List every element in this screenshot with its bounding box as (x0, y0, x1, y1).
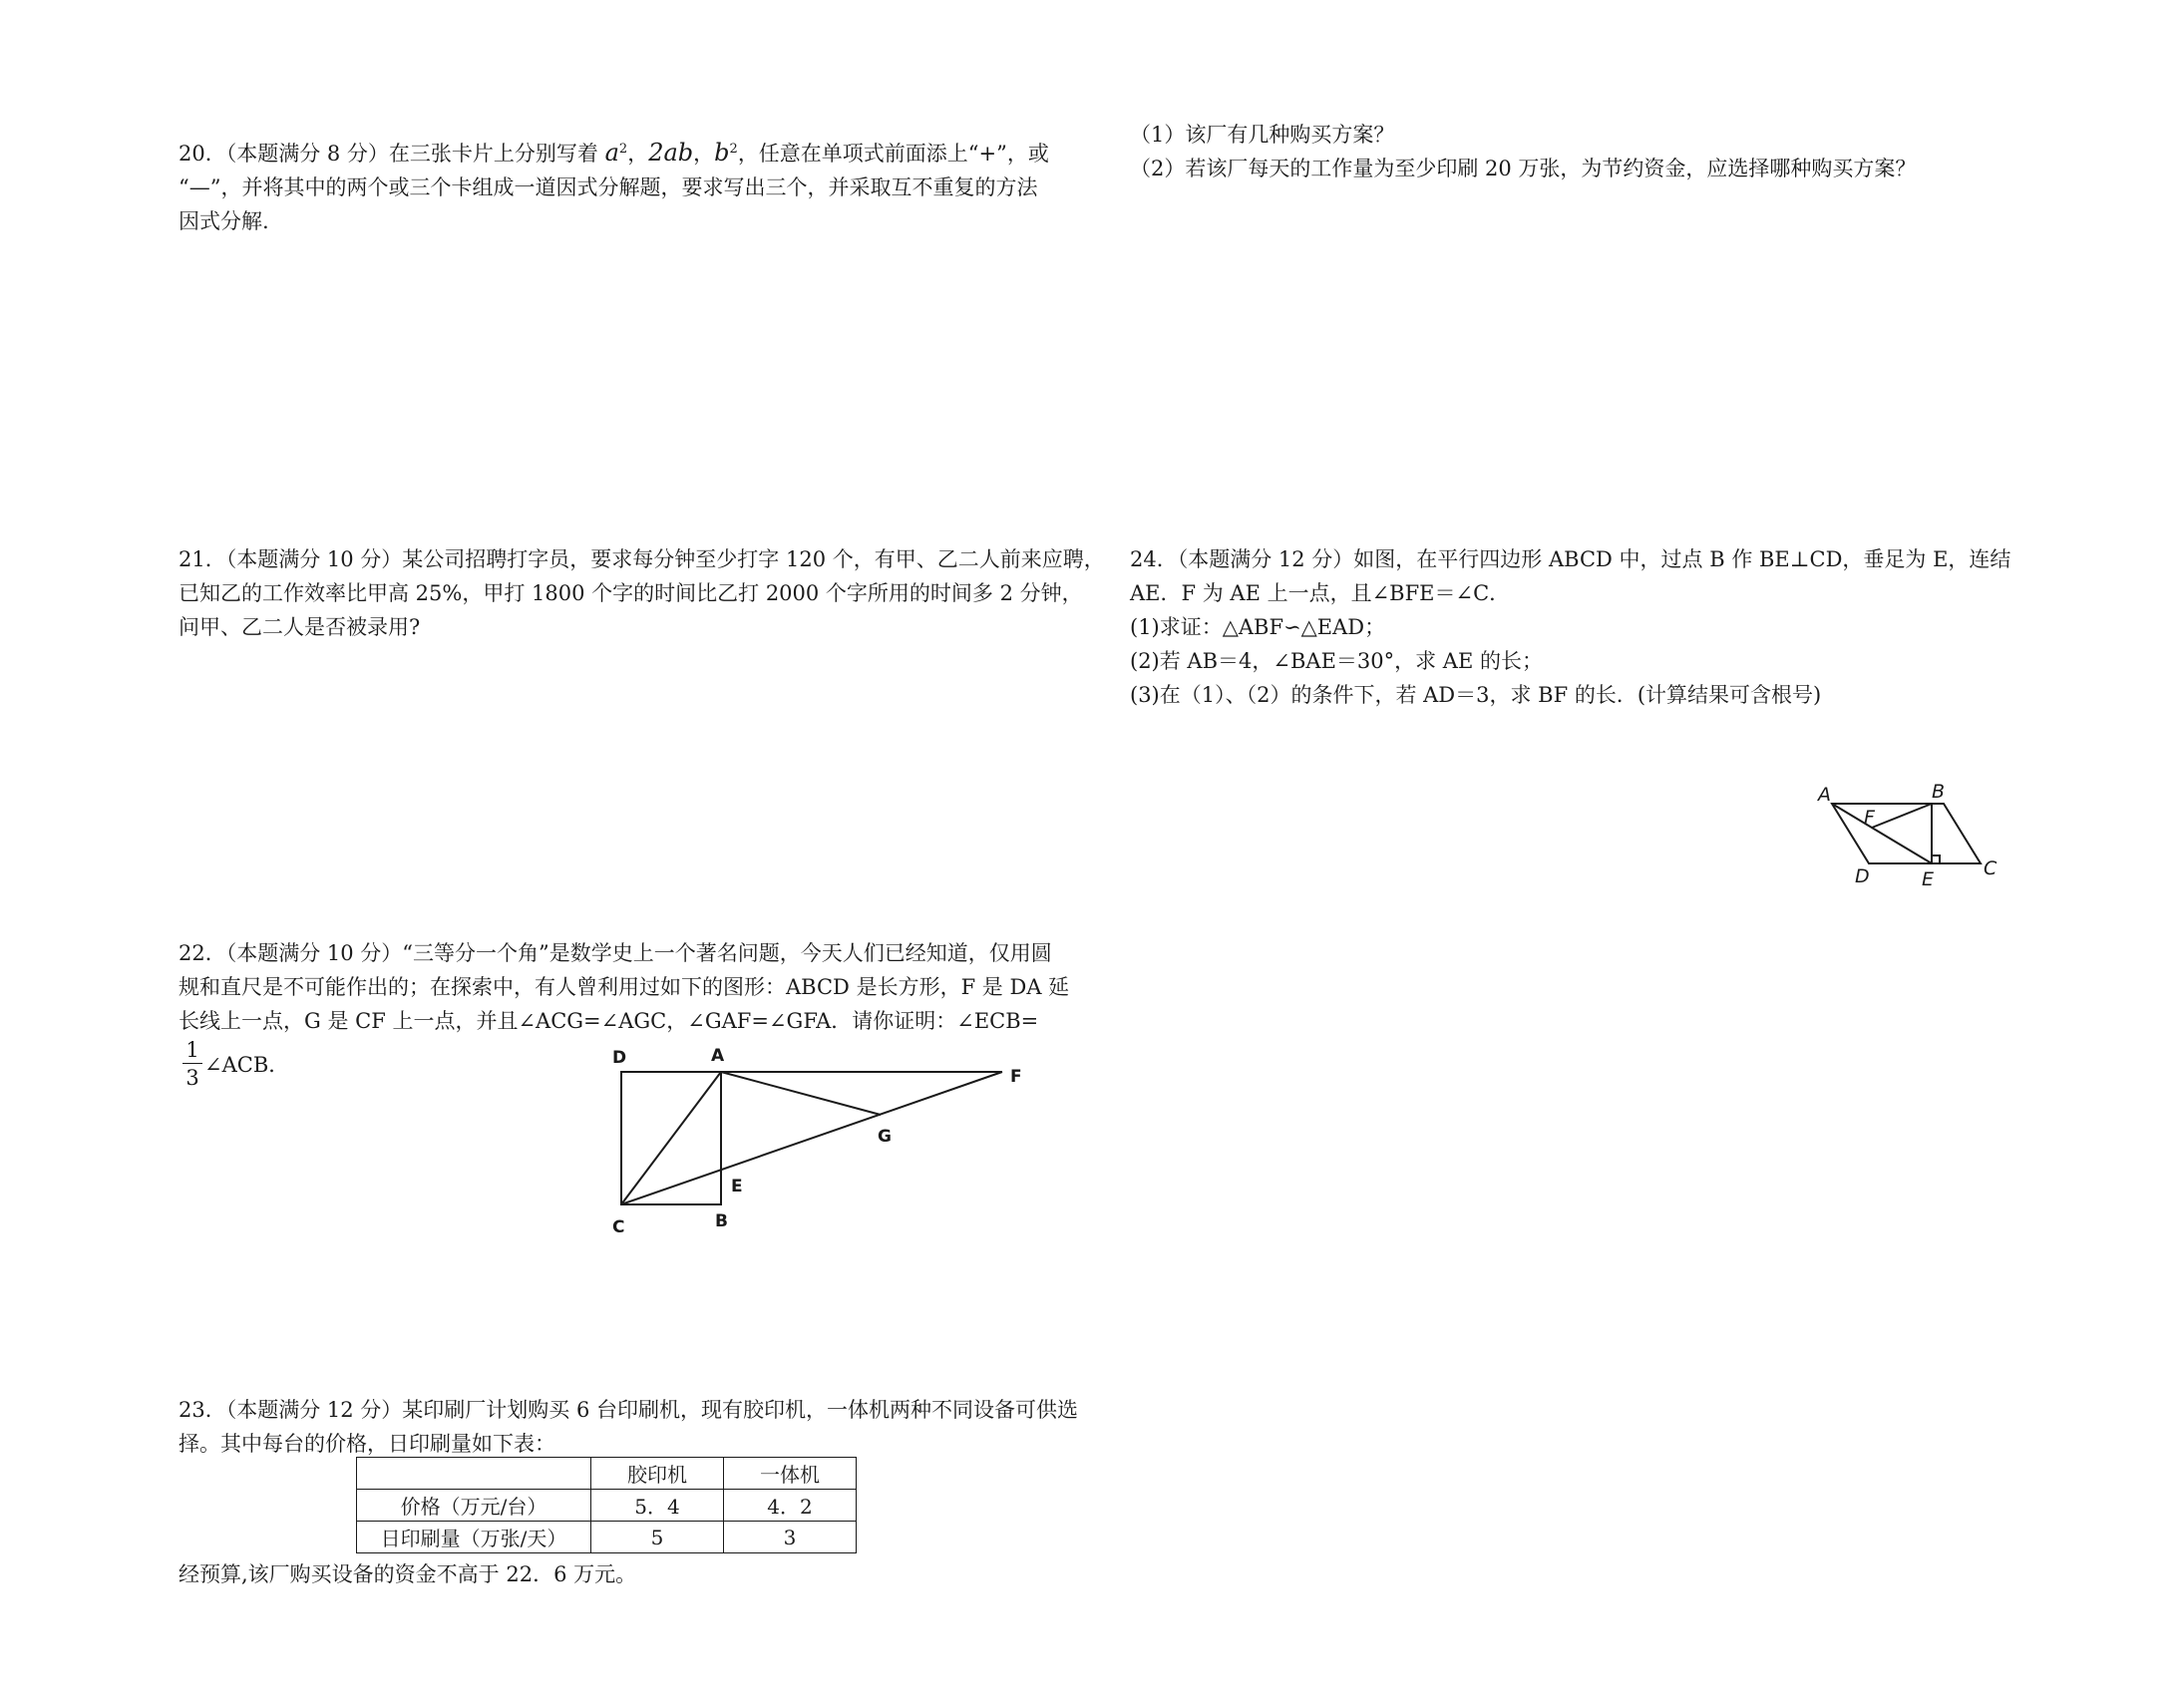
q24-sub2: (2)若 AB＝4，∠BAE＝30°，求 AE 的长； (1130, 649, 1543, 673)
q21-line3: 问甲、乙二人是否被录用? (179, 615, 421, 639)
label-b: B (1932, 781, 1946, 803)
label-c: C (612, 1217, 625, 1237)
q24-line2: AE．F 为 AE 上一点，且∠BFE＝∠C． (1130, 581, 1511, 605)
label-f: F (1864, 807, 1875, 829)
table-cell: 5 (591, 1522, 724, 1553)
label-d: D (1855, 865, 1870, 887)
segment-ac (621, 1072, 721, 1204)
segment-cf (621, 1072, 1002, 1204)
q22-line1: 22．（本题满分 10 分）“三等分一个角”是数学史上一个著名问题，今天人们已经知道，仅用圆 (179, 941, 1052, 965)
q20-line2: “—”，并将其中的两个或三个卡组成一道因式分解题，要求写出三个，并采取互不重复的方法 (179, 175, 1038, 199)
table-cell: 5．4 (591, 1490, 724, 1522)
price-table (356, 1457, 857, 1553)
q24-sub1: (1)求证：△ABF∽△EAD； (1130, 615, 1386, 639)
label-g: G (878, 1127, 892, 1147)
q23-sub2: （2）若该厂每天的工作量为至少印刷 20 万张，为节约资金，应选择哪种购买方案？ (1130, 157, 1917, 180)
q23-budget: 经预算,该厂购买设备的资金不高于 22．6 万元。 (179, 1562, 637, 1586)
question-23 (179, 1393, 1078, 1461)
label-a: A (711, 1046, 725, 1066)
table-header-row (357, 1458, 857, 1490)
q22-line2: 规和直尺是不可能作出的；在探索中，有人曾利用过如下的图形：ABCD 是长方形，F 是 DA 延 (179, 975, 1070, 999)
table-cell: 价格（万元/台） (357, 1490, 591, 1522)
q20-line3: 因式分解. (179, 209, 269, 233)
table-row (357, 1490, 857, 1522)
q23-line1: 23．（本题满分 12 分）某印刷厂计划购买 6 台印刷机，现有胶印机，一体机两种不同设备可供选 (179, 1398, 1079, 1422)
q24-line1: 24．（本题满分 12 分）如图，在平行四边形 ABCD 中，过点 B 作 BE⊥CD，垂足为 E，连结 (1130, 547, 2011, 571)
table-header-cell: 一体机 (724, 1458, 857, 1490)
q23-sub1: （1）该厂有几种购买方案？ (1130, 123, 1395, 147)
q23-line2: 择。其中每台的价格，日印刷量如下表： (179, 1432, 555, 1456)
label-e: E (1922, 868, 1935, 890)
table-row (357, 1522, 857, 1553)
table-cell (357, 1458, 591, 1490)
segment-ag (721, 1072, 881, 1115)
q22-line4: ∠ACB． (204, 1053, 290, 1077)
q21-line2: 已知乙的工作效率比甲高 25%，甲打 1800 个字的时间比乙打 2000 个字所用的时间多 2 分钟， (179, 581, 1083, 605)
label-f: F (1010, 1067, 1022, 1087)
label-c: C (1984, 857, 1998, 879)
table-cell: 3 (724, 1522, 857, 1553)
label-b: B (715, 1211, 728, 1231)
q24-sub3: (3)在（1）、（2）的条件下，若 AD＝3，求 BF 的长．(计算结果可含根号) (1130, 683, 1822, 707)
label-d: D (612, 1048, 627, 1068)
table-header-cell: 胶印机 (591, 1458, 724, 1490)
label-e: E (731, 1177, 743, 1196)
label-a: A (1818, 784, 1831, 806)
fraction-one-third: $\frac{1}{3}$ (182, 1037, 202, 1092)
table-cell: 日印刷量（万张/天） (357, 1522, 591, 1553)
table-cell: 4．2 (724, 1490, 857, 1522)
q22-line3: 长线上一点，G 是 CF 上一点，并且∠ACG=∠AGC，∠GAF=∠GFA．请你证明：∠ECB= (179, 1009, 1039, 1033)
q21-line1: 21．（本题满分 10 分）某公司招聘打字员，要求每分钟至少打字 120 个，有甲、乙二人前来应聘， (179, 547, 1105, 571)
q20-line1: 20．（本题满分 8 分）在三张卡片上分别写着 $a^2$，2ab，$b^2$，任意在单项式前面添上“+”，或 (179, 139, 1049, 167)
